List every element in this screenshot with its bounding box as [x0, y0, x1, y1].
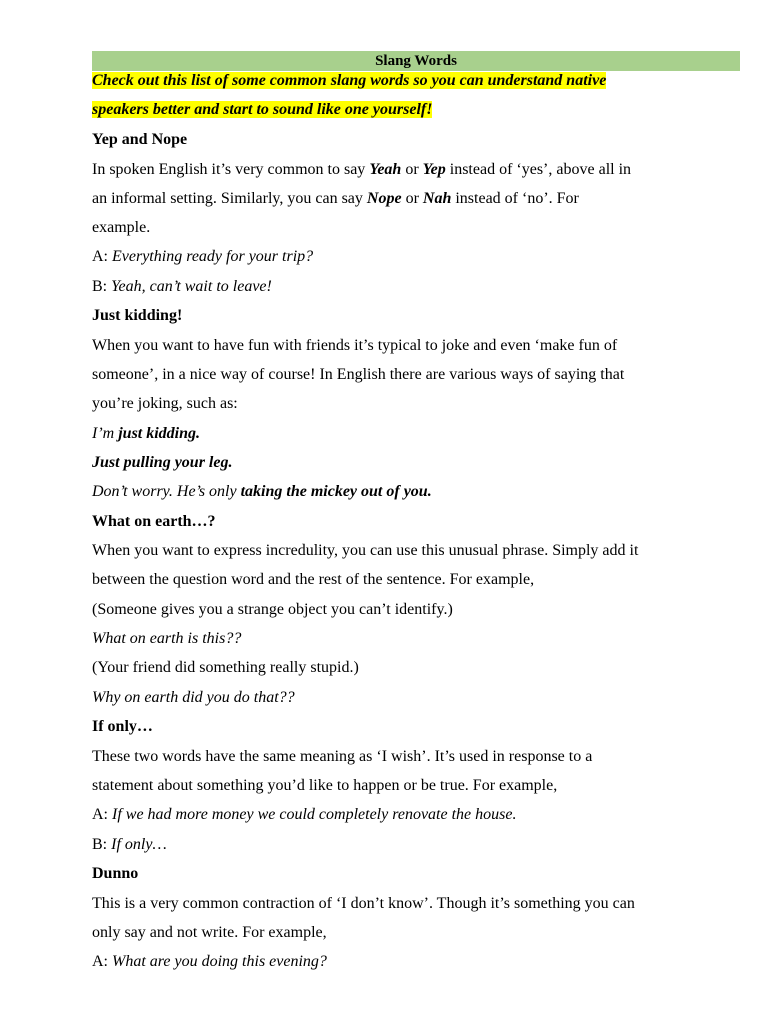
paragraph-line: an informal setting. Similarly, you can say Nope or Nah instead of ‘no’. For: [92, 190, 579, 207]
paragraph-line: When you want to express incredulity, you can use this unusual phrase. Simply add it: [92, 542, 639, 559]
section-heading-dunno: Dunno: [92, 865, 139, 882]
section-heading-ifonly: If only…: [92, 718, 153, 735]
example-line: Don’t worry. He’s only taking the mickey out of you.: [92, 483, 432, 500]
section-heading-yep: Yep and Nope: [92, 131, 188, 148]
example-line: I’m just kidding.: [92, 425, 201, 442]
example-line: A: Everything ready for your trip?: [92, 248, 314, 265]
paragraph-line: example.: [92, 219, 151, 236]
example-line: B: Yeah, can’t wait to leave!: [92, 278, 272, 295]
paragraph-line: In spoken English it’s very common to say Yeah or Yep instead of ‘yes’, above all in: [92, 161, 632, 178]
paragraph-line: only say and not write. For example,: [92, 924, 327, 941]
intro-line-1: [92, 70, 722, 92]
paragraph-line: These two words have the same meaning as ‘I wish’. It’s used in response to a: [92, 748, 593, 765]
context-line: (Someone gives you a strange object you can’t identify.): [92, 601, 453, 618]
section-heading-kidding: Just kidding!: [92, 307, 183, 324]
example-line: B: If only…: [92, 836, 167, 853]
paragraph-line: between the question word and the rest of the sentence. For example,: [92, 571, 535, 588]
paragraph-line: someone’, in a nice way of course! In English there are various ways of saying that: [92, 366, 625, 383]
example-line: A: What are you doing this evening?: [92, 953, 327, 970]
section-heading-earth: What on earth…?: [92, 513, 216, 530]
example-line: Just pulling your leg.: [92, 454, 233, 471]
intro-highlight-1: Check out this list of some common slang words so you can understand native: [92, 72, 607, 89]
intro-line-2: [92, 99, 722, 121]
context-line: (Your friend did something really stupid.): [92, 659, 359, 676]
paragraph-line: This is a very common contraction of ‘I don’t know’. Though it’s something you can: [92, 895, 635, 912]
example-line: Why on earth did you do that??: [92, 689, 295, 706]
paragraph-line: you’re joking, such as:: [92, 395, 238, 412]
paragraph-line: When you want to have fun with friends it’s typical to joke and even ‘make fun of: [92, 337, 618, 354]
paragraph-line: statement about something you’d like to happen or be true. For example,: [92, 777, 558, 794]
example-line: A: If we had more money we could completely renovate the house.: [92, 806, 517, 823]
example-line: What on earth is this??: [92, 630, 242, 647]
document-title: Slang Words: [92, 51, 740, 71]
intro-highlight-2: speakers better and start to sound like one yourself!: [92, 101, 433, 118]
